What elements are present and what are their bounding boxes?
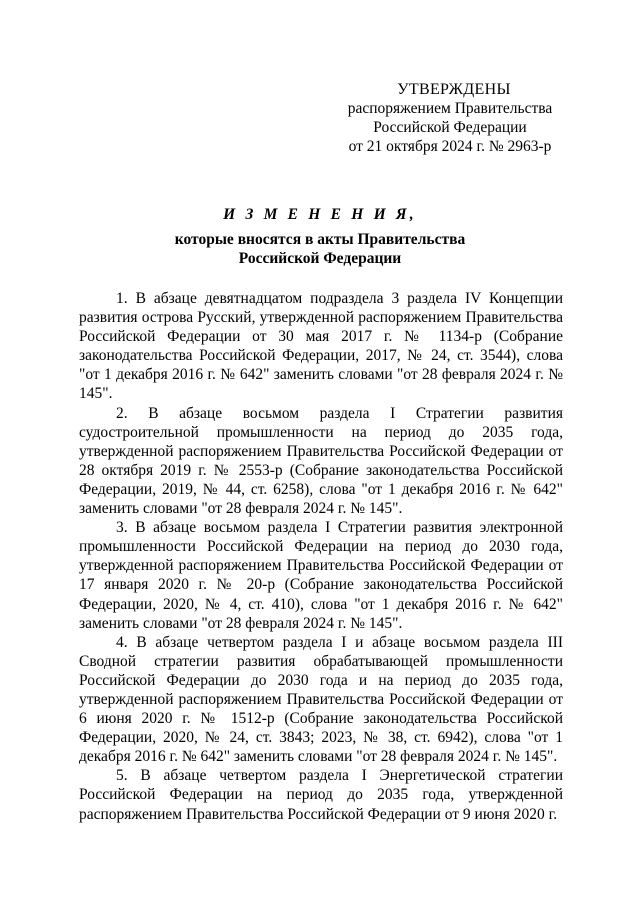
approval-line-1: распоряжением Правительства (347, 100, 553, 117)
approval-line-3: от 21 октября 2024 г. № 2963-р (348, 138, 552, 155)
approval-heading: УТВЕРЖДЕНЫ (397, 81, 511, 98)
document-title: И З М Е Н Е Н И Я, (223, 206, 417, 223)
document-body (79, 289, 563, 824)
paragraph-3: 3. В абзаце восьмом раздела I Стратегии развития электронной промышленности Российской Федерации на период до 2030 года, утвержденной распоряжением Правительства Российской Федерации от 17 января 2020 г. № 20-р (Собрание законодательства Российской Федерации, 2020, № 4, ст. 410), слова "от 1 декабря 2016 г. № 642" заменить словами "от 28 февраля 2024 г. № 145". (79, 519, 563, 632)
paragraph-5: 5. В абзаце четвертом раздела I Энергетической стратегии Российской Федерации на период до 2035 года, утвержденной распоряжением Правительства Российской Федерации от 9 июня 2020 г. (79, 767, 563, 823)
approval-line-2: Российской Федерации (373, 119, 527, 136)
paragraph-1: 1. В абзаце девятнадцатом подраздела 3 раздела IV Концепции развития острова Русский, утвержденной распоряжением Правительства Российской Федерации от 30 мая 2017 г. № 1134-р (Собрание законодательства Российской Федерации, 2017, № 24, ст. 3544), слова "от 1 декабря 2016 г. № 642" заменить словами "от 28 февраля 2024 г. № 145". (79, 290, 563, 403)
subtitle-line-1: которые вносятся в акты Правительства (174, 231, 466, 248)
document-subtitle (78, 230, 562, 268)
paragraph-4: 4. В абзаце четвертом раздела I и абзаце восьмом раздела III Сводной стратегии развития обрабатывающей промышленности Российской Федерации до 2030 года и на период до 2035 года, утвержденной распоряжением Правительства Российской Федерации от 6 июня 2020 г. № 1512-р (Собрание законодательства Российской Федерации, 2020, № 24, ст. 3843; 2023, № 38, ст. 6942), слова "от 1 декабря 2016 г. № 642" заменить словами "от 28 февраля 2024 г. № 145". (79, 633, 563, 766)
approval-block (330, 80, 570, 156)
paragraph-2: 2. В абзаце восьмом раздела I Стратегии развития судостроительной промышленности на период до 2035 года, утвержденной распоряжением Правительства Российской Федерации от 28 октября 2019 г. № 2553-р (Собрание законодательства Российской Федерации, 2019, № 44, ст. 6258), слова "от 1 декабря 2016 г. № 642" заменить словами "от 28 февраля 2024 г. № 145". (79, 404, 563, 518)
subtitle-line-2: Российской Федерации (238, 250, 402, 267)
